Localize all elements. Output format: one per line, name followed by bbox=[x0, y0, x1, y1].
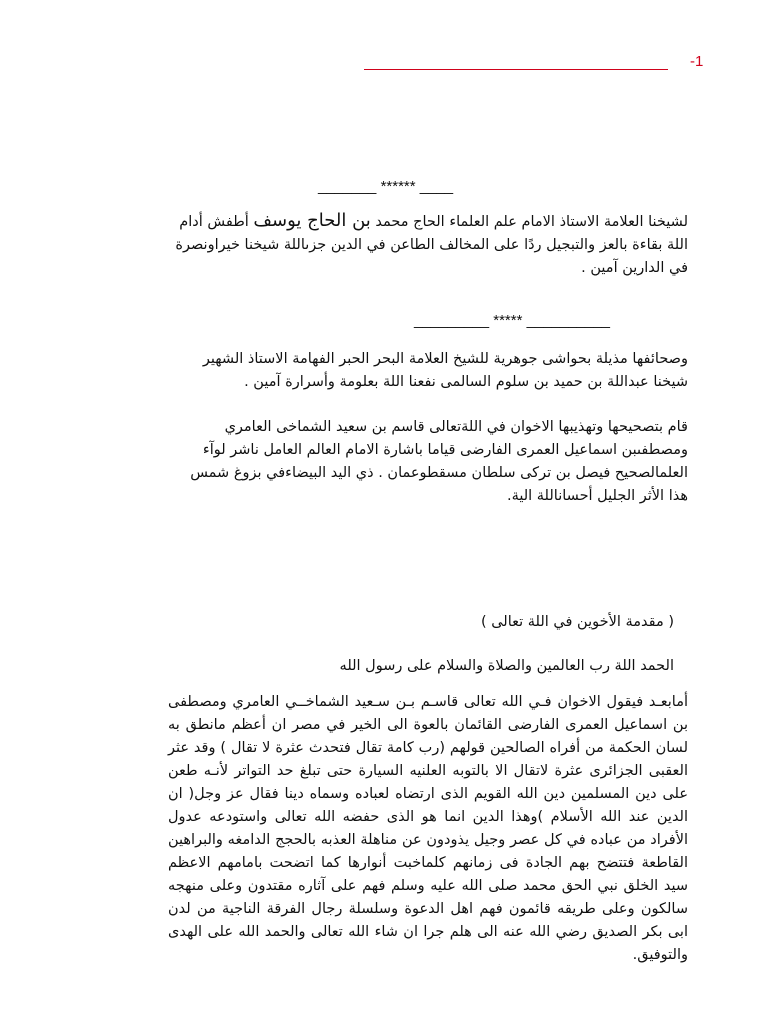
intro-title bbox=[168, 611, 688, 634]
header-rule bbox=[364, 69, 668, 70]
annotations-text: وصحائفها مذيلة بحواشى جوهرية للشيخ العلامة البحر الحبر الفهامة الاستاذ الشهير شيخنا عبداللة بن حميد بن سلوم السالمى نفعنا اللة بعلومة وأسرارة آمين . bbox=[202, 351, 688, 390]
page-number: -1 bbox=[690, 53, 704, 70]
dedication-name: بن الحاج يوسف bbox=[253, 210, 371, 231]
annotations-paragraph bbox=[168, 348, 688, 394]
separator-first: _______ ****** ____ bbox=[318, 178, 454, 195]
intro-body-text: أمابعـد فيقول الاخوان فـي الله تعالى قاسـم بـن سـعيد الشماخــي العامري ومصطفى بن اسماعيل العمرى الفارضى القائمان بالعوة الى الخير في مصر ان أعظم مانطق به لسان الحكمة من أفراه الصالحين قولهم (رب كامة تقال فتحدث عثرة لا تقال ) وقد عثر العقبى الجزائرى عثرة لاتقال الا بالتوبه العلنيه السيارة حتى تبلغ حد التواتر لأنـه طعن على دين المسلمين دين الله القويم الذى ارتضاه لعباده وسماه دينا فقال عز وجل( ان الدين عند الله الأسلام )وهذا الدين انما هو الذى حفضه الله تعالى واستودعه عدول الأفراد من عباده في كل عصر وجيل يذودون عن مناهلة العذبه بالحجج الدامغه والبراهين القاطعة فتتضح بهم الجادة فى زمانهم كلماخبت أنوارها كما اتضحت بامامهم الاعظم سيد الخلق نبي الحق محمد صلى الله عليه وسلم فهم على آثاره مقتدون وعلى منهجه سالكون وعلى طريقه قائمون فهم اهل الدعوة وسلسلة رجال الفرقة الناجية من لدن ابى بكر الصديق رضي الله عنه الى هلم جرا ان شاء الله تعالى والحمد الله على الهدى والتوفيق. bbox=[168, 694, 688, 963]
editors-text: قام بتصحيحها وتهذيبها الاخوان في اللةتعالى قاسم بن سعيد الشماخى العامري ومصطفىبن اسماعيل العمرى الفارضى قياما باشارة الامام العالم العامل ناشر لوآء العلمالصحيح فيصل بن تركى سلطان مسقطوعمان . ذي اليد البيضاءفي بزوغ شمس هذا الأثر الجليل أحساناللة الية. bbox=[190, 419, 688, 504]
dedication-lead: لشيخنا العلامة الاستاذ الامام علم العلماء الحاج محمد bbox=[370, 214, 688, 230]
dedication-rest: أطفش أدام اللة بقاءة بالعز والتبجيل ردًا على المخالف الطاعن في الدين جزىاللة شيخنا خيراونصرة في الدارين آمين . bbox=[175, 214, 688, 276]
intro-title-text: ( مقدمة الأخوين في اللة تعالى ) bbox=[480, 614, 674, 630]
editors-paragraph bbox=[168, 416, 688, 508]
praise-line bbox=[168, 655, 688, 678]
intro-body bbox=[168, 691, 688, 967]
praise-text: الحمد اللة رب العالمين والصلاة والسلام على رسول الله bbox=[339, 658, 674, 674]
dedication-paragraph bbox=[168, 209, 688, 280]
separator-second: _________ ***** __________ bbox=[414, 312, 611, 329]
